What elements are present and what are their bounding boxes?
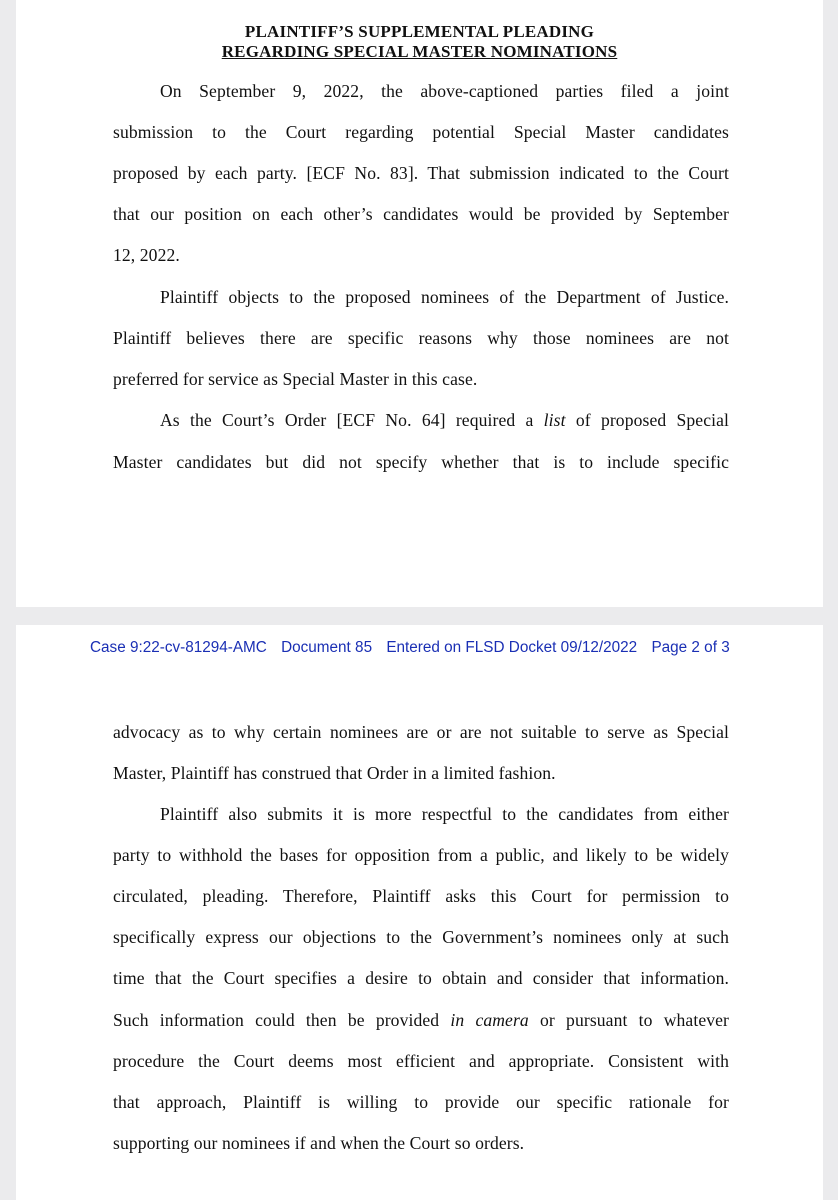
entered-date: Entered on FLSD Docket 09/12/2022 (386, 639, 638, 656)
text-line: supporting our nominees if and when the Court so orders. (113, 1133, 525, 1153)
text-line (113, 1009, 729, 1031)
text-line (160, 409, 729, 431)
italic-text: list (543, 410, 566, 430)
text-line: time that the Court specifies a desire to obtain and consider that information. (113, 968, 729, 988)
text-line: Plaintiff believes there are specific reasons why those nominees are not (113, 328, 729, 348)
text-line: that our position on each other’s candidates would be provided by September (113, 204, 729, 224)
text-line: specifically express our objections to the Government’s nominees only at such (113, 927, 729, 947)
docket-header (90, 637, 730, 659)
document-title-line-1: PLAINTIFF’S SUPPLEMENTAL PLEADING (244, 22, 595, 41)
text-line: proposed by each party. [ECF No. 83]. That submission indicated to the Court (113, 163, 729, 183)
text-line: procedure the Court deems most efficient and appropriate. Consistent with (113, 1051, 729, 1071)
text-run: or pursuant to whatever (528, 1010, 729, 1030)
document-page-1 (16, 0, 823, 607)
italic-text: in camera (450, 1010, 529, 1030)
text-line: submission to the Court regarding potential Special Master candidates (113, 122, 729, 142)
text-line: On September 9, 2022, the above-captioned parties filed a joint (160, 81, 729, 101)
case-number: Case 9:22-cv-81294-AMC (90, 639, 267, 656)
text-line: preferred for service as Special Master in this case. (113, 369, 478, 389)
document-page-2 (16, 625, 823, 1200)
text-run: Such information could then be provided (113, 1010, 451, 1030)
text-line: that approach, Plaintiff is willing to provide our specific rationale for (113, 1092, 729, 1112)
text-line: party to withhold the bases for opposition from a public, and likely to be widely (113, 845, 729, 865)
text-line: Plaintiff also submits it is more respectful to the candidates from either (160, 804, 729, 824)
text-line: circulated, pleading. Therefore, Plaintiff asks this Court for permission to (113, 886, 729, 906)
text-line: 12, 2022. (113, 245, 180, 265)
text-line: advocacy as to why certain nominees are or are not suitable to serve as Special (113, 722, 729, 742)
text-line: Plaintiff objects to the proposed nominees of the Department of Justice. (160, 287, 729, 307)
text-run: As the Court’s Order [ECF No. 64] required a (160, 410, 544, 430)
text-run: of proposed Special (565, 410, 729, 430)
page-number: Page 2 of 3 (651, 639, 730, 656)
document-title-line-2: REGARDING SPECIAL MASTER NOMINATIONS (221, 42, 618, 61)
text-line: Master, Plaintiff has construed that Order in a limited fashion. (113, 763, 556, 783)
text-line: Master candidates but did not specify whether that is to include specific (113, 452, 729, 472)
document-number: Document 85 (281, 639, 373, 656)
